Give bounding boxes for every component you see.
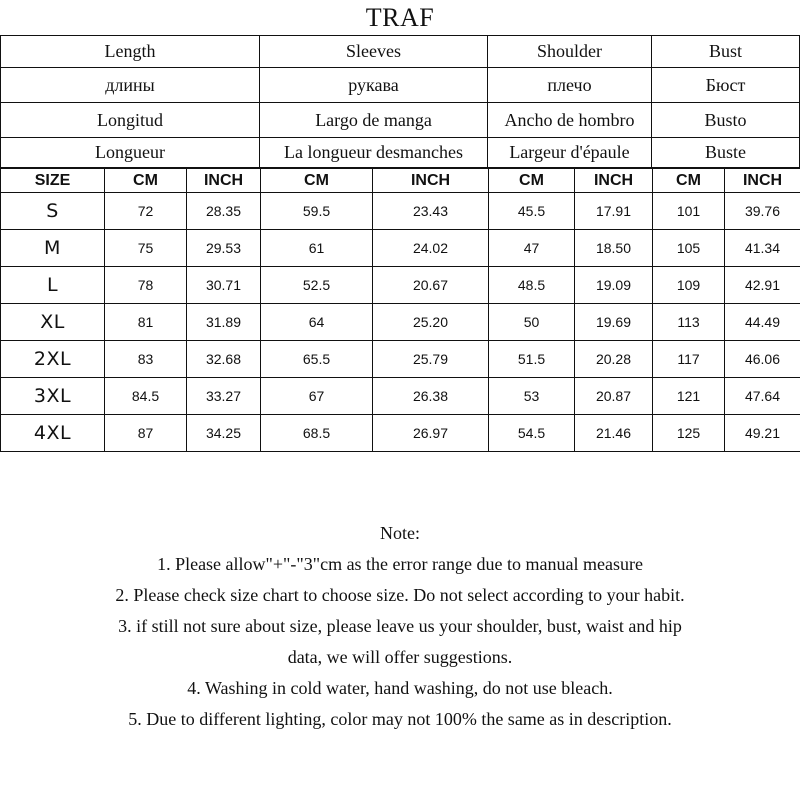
measurement-cell: 19.09 <box>575 267 653 304</box>
measurement-cell: 21.46 <box>575 415 653 452</box>
measurement-cell: 31.89 <box>187 304 261 341</box>
measurement-cell: 67 <box>261 378 373 415</box>
header-shoulder-ru: плечо <box>488 68 652 103</box>
measurement-cell: 109 <box>653 267 725 304</box>
column-header-unit: INCH <box>725 169 800 193</box>
header-bust-ru: Бюст <box>652 68 800 103</box>
note-line: 4. Washing in cold water, hand washing, do not use bleach. <box>187 678 613 698</box>
header-shoulder-en: Shoulder <box>488 35 652 68</box>
header-bust-fr: Buste <box>652 138 800 168</box>
size-label: 3XL <box>1 378 105 415</box>
column-header-unit: INCH <box>575 169 653 193</box>
measurement-cell: 72 <box>105 193 187 230</box>
measurement-cell: 42.91 <box>725 267 800 304</box>
table-row <box>1 415 800 452</box>
note-line: 3. if still not sure about size, please leave us your shoulder, bust, waist and hip <box>118 616 682 636</box>
measurement-cell: 25.20 <box>373 304 489 341</box>
measurement-cell: 61 <box>261 230 373 267</box>
header-sleeves-fr: La longueur desmanches <box>260 138 488 168</box>
header-length-es: Longitud <box>0 103 260 138</box>
size-label: S <box>1 193 105 230</box>
header-row-english <box>0 35 800 68</box>
measurement-cell: 48.5 <box>489 267 575 304</box>
measurement-cell: 84.5 <box>105 378 187 415</box>
measurement-cell: 50 <box>489 304 575 341</box>
header-bust-es: Busto <box>652 103 800 138</box>
size-label: XL <box>1 304 105 341</box>
notes-heading: Note: <box>380 523 420 543</box>
table-row <box>1 341 800 378</box>
measurement-cell: 34.25 <box>187 415 261 452</box>
header-length-fr: Longueur <box>0 138 260 168</box>
table-row <box>1 267 800 304</box>
table-row <box>1 304 800 341</box>
measurement-cell: 24.02 <box>373 230 489 267</box>
header-bust-en: Bust <box>652 35 800 68</box>
measurement-cell: 30.71 <box>187 267 261 304</box>
table-row <box>1 193 800 230</box>
measurement-cell: 26.38 <box>373 378 489 415</box>
size-label: M <box>1 230 105 267</box>
header-shoulder-fr: Largeur d'épaule <box>488 138 652 168</box>
size-label: 4XL <box>1 415 105 452</box>
size-label: 2XL <box>1 341 105 378</box>
header-sleeves-ru: рукава <box>260 68 488 103</box>
measurement-cell: 20.28 <box>575 341 653 378</box>
header-sleeves-en: Sleeves <box>260 35 488 68</box>
header-sleeves-es: Largo de manga <box>260 103 488 138</box>
measurement-cell: 83 <box>105 341 187 378</box>
note-line: 2. Please check size chart to choose size. Do not select according to your habit. <box>115 585 685 605</box>
measurement-cell: 75 <box>105 230 187 267</box>
measurement-cell: 29.53 <box>187 230 261 267</box>
measurement-cell: 32.68 <box>187 341 261 378</box>
header-length-en: Length <box>0 35 260 68</box>
measurement-cell: 18.50 <box>575 230 653 267</box>
measurement-cell: 87 <box>105 415 187 452</box>
measurement-cell: 78 <box>105 267 187 304</box>
measurement-cell: 44.49 <box>725 304 800 341</box>
measurement-cell: 81 <box>105 304 187 341</box>
header-row-russian <box>0 68 800 103</box>
column-header-unit: CM <box>489 169 575 193</box>
header-shoulder-es: Ancho de hombro <box>488 103 652 138</box>
notes-section <box>0 518 800 735</box>
measurement-cell: 101 <box>653 193 725 230</box>
header-length-ru: длины <box>0 68 260 103</box>
measurement-cell: 17.91 <box>575 193 653 230</box>
measurement-cell: 39.76 <box>725 193 800 230</box>
measurement-cell: 33.27 <box>187 378 261 415</box>
measurement-cell: 41.34 <box>725 230 800 267</box>
table-row <box>1 378 800 415</box>
measurement-cell: 49.21 <box>725 415 800 452</box>
measurement-cell: 51.5 <box>489 341 575 378</box>
size-label: L <box>1 267 105 304</box>
measurement-cell: 23.43 <box>373 193 489 230</box>
measurement-cell: 20.87 <box>575 378 653 415</box>
column-header-size: SIZE <box>1 169 105 193</box>
note-line: 1. Please allow"+"-"3"cm as the error range due to manual measure <box>157 554 643 574</box>
size-table <box>0 168 800 452</box>
measurement-cell: 20.67 <box>373 267 489 304</box>
measurement-cell: 121 <box>653 378 725 415</box>
measurement-cell: 105 <box>653 230 725 267</box>
note-line: 5. Due to different lighting, color may not 100% the same as in description. <box>128 709 672 729</box>
measurement-cell: 65.5 <box>261 341 373 378</box>
header-row-spanish <box>0 103 800 138</box>
table-header-row <box>1 169 800 193</box>
header-row-french <box>0 138 800 168</box>
column-header-unit: INCH <box>373 169 489 193</box>
measurement-cell: 47.64 <box>725 378 800 415</box>
measurement-cell: 68.5 <box>261 415 373 452</box>
measurement-cell: 45.5 <box>489 193 575 230</box>
measurement-cell: 125 <box>653 415 725 452</box>
measurement-cell: 46.06 <box>725 341 800 378</box>
column-header-unit: CM <box>105 169 187 193</box>
note-line: data, we will offer suggestions. <box>287 647 513 667</box>
measurement-cell: 25.79 <box>373 341 489 378</box>
measurement-cell: 52.5 <box>261 267 373 304</box>
measurement-cell: 59.5 <box>261 193 373 230</box>
measurement-cell: 26.97 <box>373 415 489 452</box>
column-header-unit: INCH <box>187 169 261 193</box>
measurement-cell: 19.69 <box>575 304 653 341</box>
table-row <box>1 230 800 267</box>
measurement-cell: 117 <box>653 341 725 378</box>
measurement-cell: 47 <box>489 230 575 267</box>
measurement-cell: 28.35 <box>187 193 261 230</box>
measurement-cell: 64 <box>261 304 373 341</box>
column-header-unit: CM <box>261 169 373 193</box>
measurement-cell: 53 <box>489 378 575 415</box>
measurement-cell: 54.5 <box>489 415 575 452</box>
column-header-unit: CM <box>653 169 725 193</box>
brand-title: TRAF <box>0 0 800 36</box>
measurement-cell: 113 <box>653 304 725 341</box>
